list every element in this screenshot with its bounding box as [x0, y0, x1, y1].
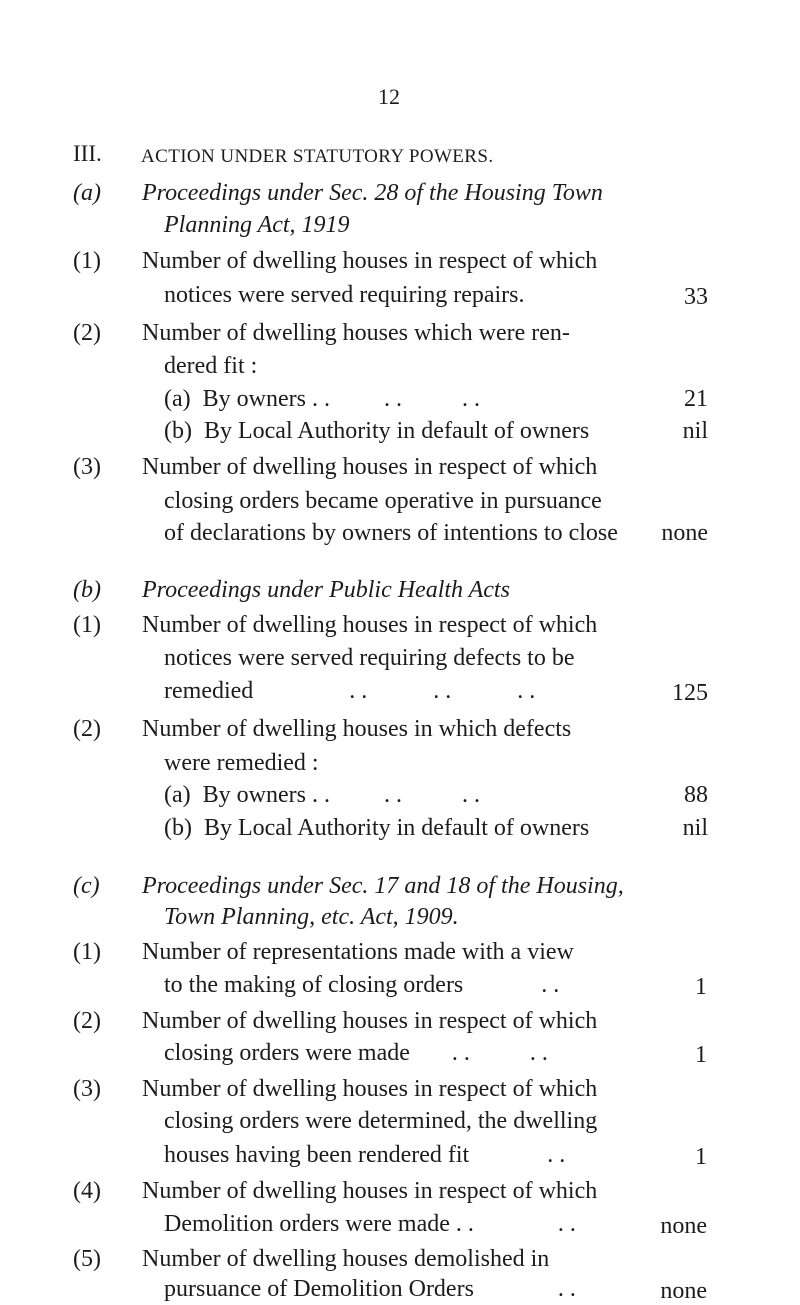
subsection-b-heading: Proceedings under Public Health Acts [142, 577, 510, 603]
b-item2-number: (2) [73, 716, 101, 742]
b-item2-sub-a-value: 88 [684, 782, 708, 808]
c-item4-line1: Number of dwelling houses in respect of which [142, 1178, 598, 1204]
a-item2-sub-a-value: 21 [684, 386, 708, 412]
page-number: 12 [378, 84, 400, 109]
a-item2-line1: Number of dwelling houses which were ren- [142, 320, 570, 346]
c-item5-number: (5) [73, 1246, 101, 1272]
b-item1-value: 125 [672, 680, 708, 706]
a-item3-line1: Number of dwelling houses in respect of which [142, 454, 598, 480]
b-item1-line3: remedied . . . . . . [164, 678, 536, 704]
c-item1-value: 1 [695, 974, 707, 1000]
c-item2-value: 1 [695, 1042, 707, 1068]
c-item2-line1: Number of dwelling houses in respect of which [142, 1008, 598, 1034]
a-item2-sub-a: (a) By owners . . . . . . [164, 386, 480, 412]
c-item1-number: (1) [73, 939, 101, 965]
c-item5-line2: pursuance of Demolition Orders . . [164, 1276, 576, 1302]
c-item2-line2: closing orders were made . . . . [164, 1040, 548, 1066]
subsection-c-heading-line1: Proceedings under Sec. 17 and 18 of the Housing, [142, 873, 624, 899]
b-item1-line1: Number of dwelling houses in respect of which [142, 612, 598, 638]
section-title-text: ACTION UNDER STATUTORY POWERS. [141, 146, 494, 167]
subsection-c-label: (c) [73, 873, 100, 899]
a-item1-line1: Number of dwelling houses in respect of which [142, 248, 598, 274]
c-item4-number: (4) [73, 1178, 101, 1204]
a-item2-sub-b-value: nil [682, 418, 708, 444]
a-item2-line2: dered fit : [164, 353, 258, 379]
c-item3-line1: Number of dwelling houses in respect of which [142, 1076, 598, 1102]
subsection-a-heading-line1: Proceedings under Sec. 28 of the Housing Town [142, 180, 603, 206]
c-item4-line2: Demolition orders were made . . . . [164, 1211, 576, 1237]
b-item2-line2: were remedied : [164, 750, 319, 776]
a-item1-number: (1) [73, 248, 101, 274]
c-item5-line1: Number of dwelling houses demolished in [142, 1246, 550, 1272]
b-item2-sub-b: (b) By Local Authority in default of owners [164, 815, 590, 841]
c-item3-line2: closing orders were determined, the dwelling [164, 1108, 598, 1134]
b-item1-line2: notices were served requiring defects to be [164, 645, 575, 671]
b-item2-line1: Number of dwelling houses in which defects [142, 716, 572, 742]
subsection-b-label: (b) [73, 577, 101, 603]
a-item3-line2: closing orders became operative in pursuance [164, 488, 602, 514]
a-item3-number: (3) [73, 454, 101, 480]
c-item2-number: (2) [73, 1008, 101, 1034]
c-item4-value: none [660, 1213, 707, 1239]
c-item3-value: 1 [695, 1144, 707, 1170]
c-item3-line3: houses having been rendered fit . . [164, 1142, 566, 1168]
a-item1-value: 33 [684, 284, 708, 310]
c-item3-number: (3) [73, 1076, 101, 1102]
c-item5-value: none [660, 1278, 707, 1304]
subsection-c-heading-line2: Town Planning, etc. Act, 1909. [164, 904, 459, 930]
c-item1-line1: Number of representations made with a view [142, 939, 574, 965]
b-item2-sub-b-value: nil [682, 815, 708, 841]
c-item1-line2: to the making of closing orders . . [164, 972, 560, 998]
a-item1-line2: notices were served requiring repairs. [164, 282, 525, 308]
section-numeral: III. [73, 141, 102, 166]
a-item3-line3: of declarations by owners of intentions to close [164, 520, 618, 546]
a-item2-sub-b: (b) By Local Authority in default of owners [164, 418, 590, 444]
a-item2-number: (2) [73, 320, 101, 346]
b-item2-sub-a: (a) By owners . . . . . . [164, 782, 480, 808]
section-title [141, 142, 494, 168]
subsection-a-label: (a) [73, 180, 101, 206]
b-item1-number: (1) [73, 612, 101, 638]
subsection-a-heading-line2: Planning Act, 1919 [164, 212, 350, 238]
a-item3-value: none [661, 520, 708, 546]
